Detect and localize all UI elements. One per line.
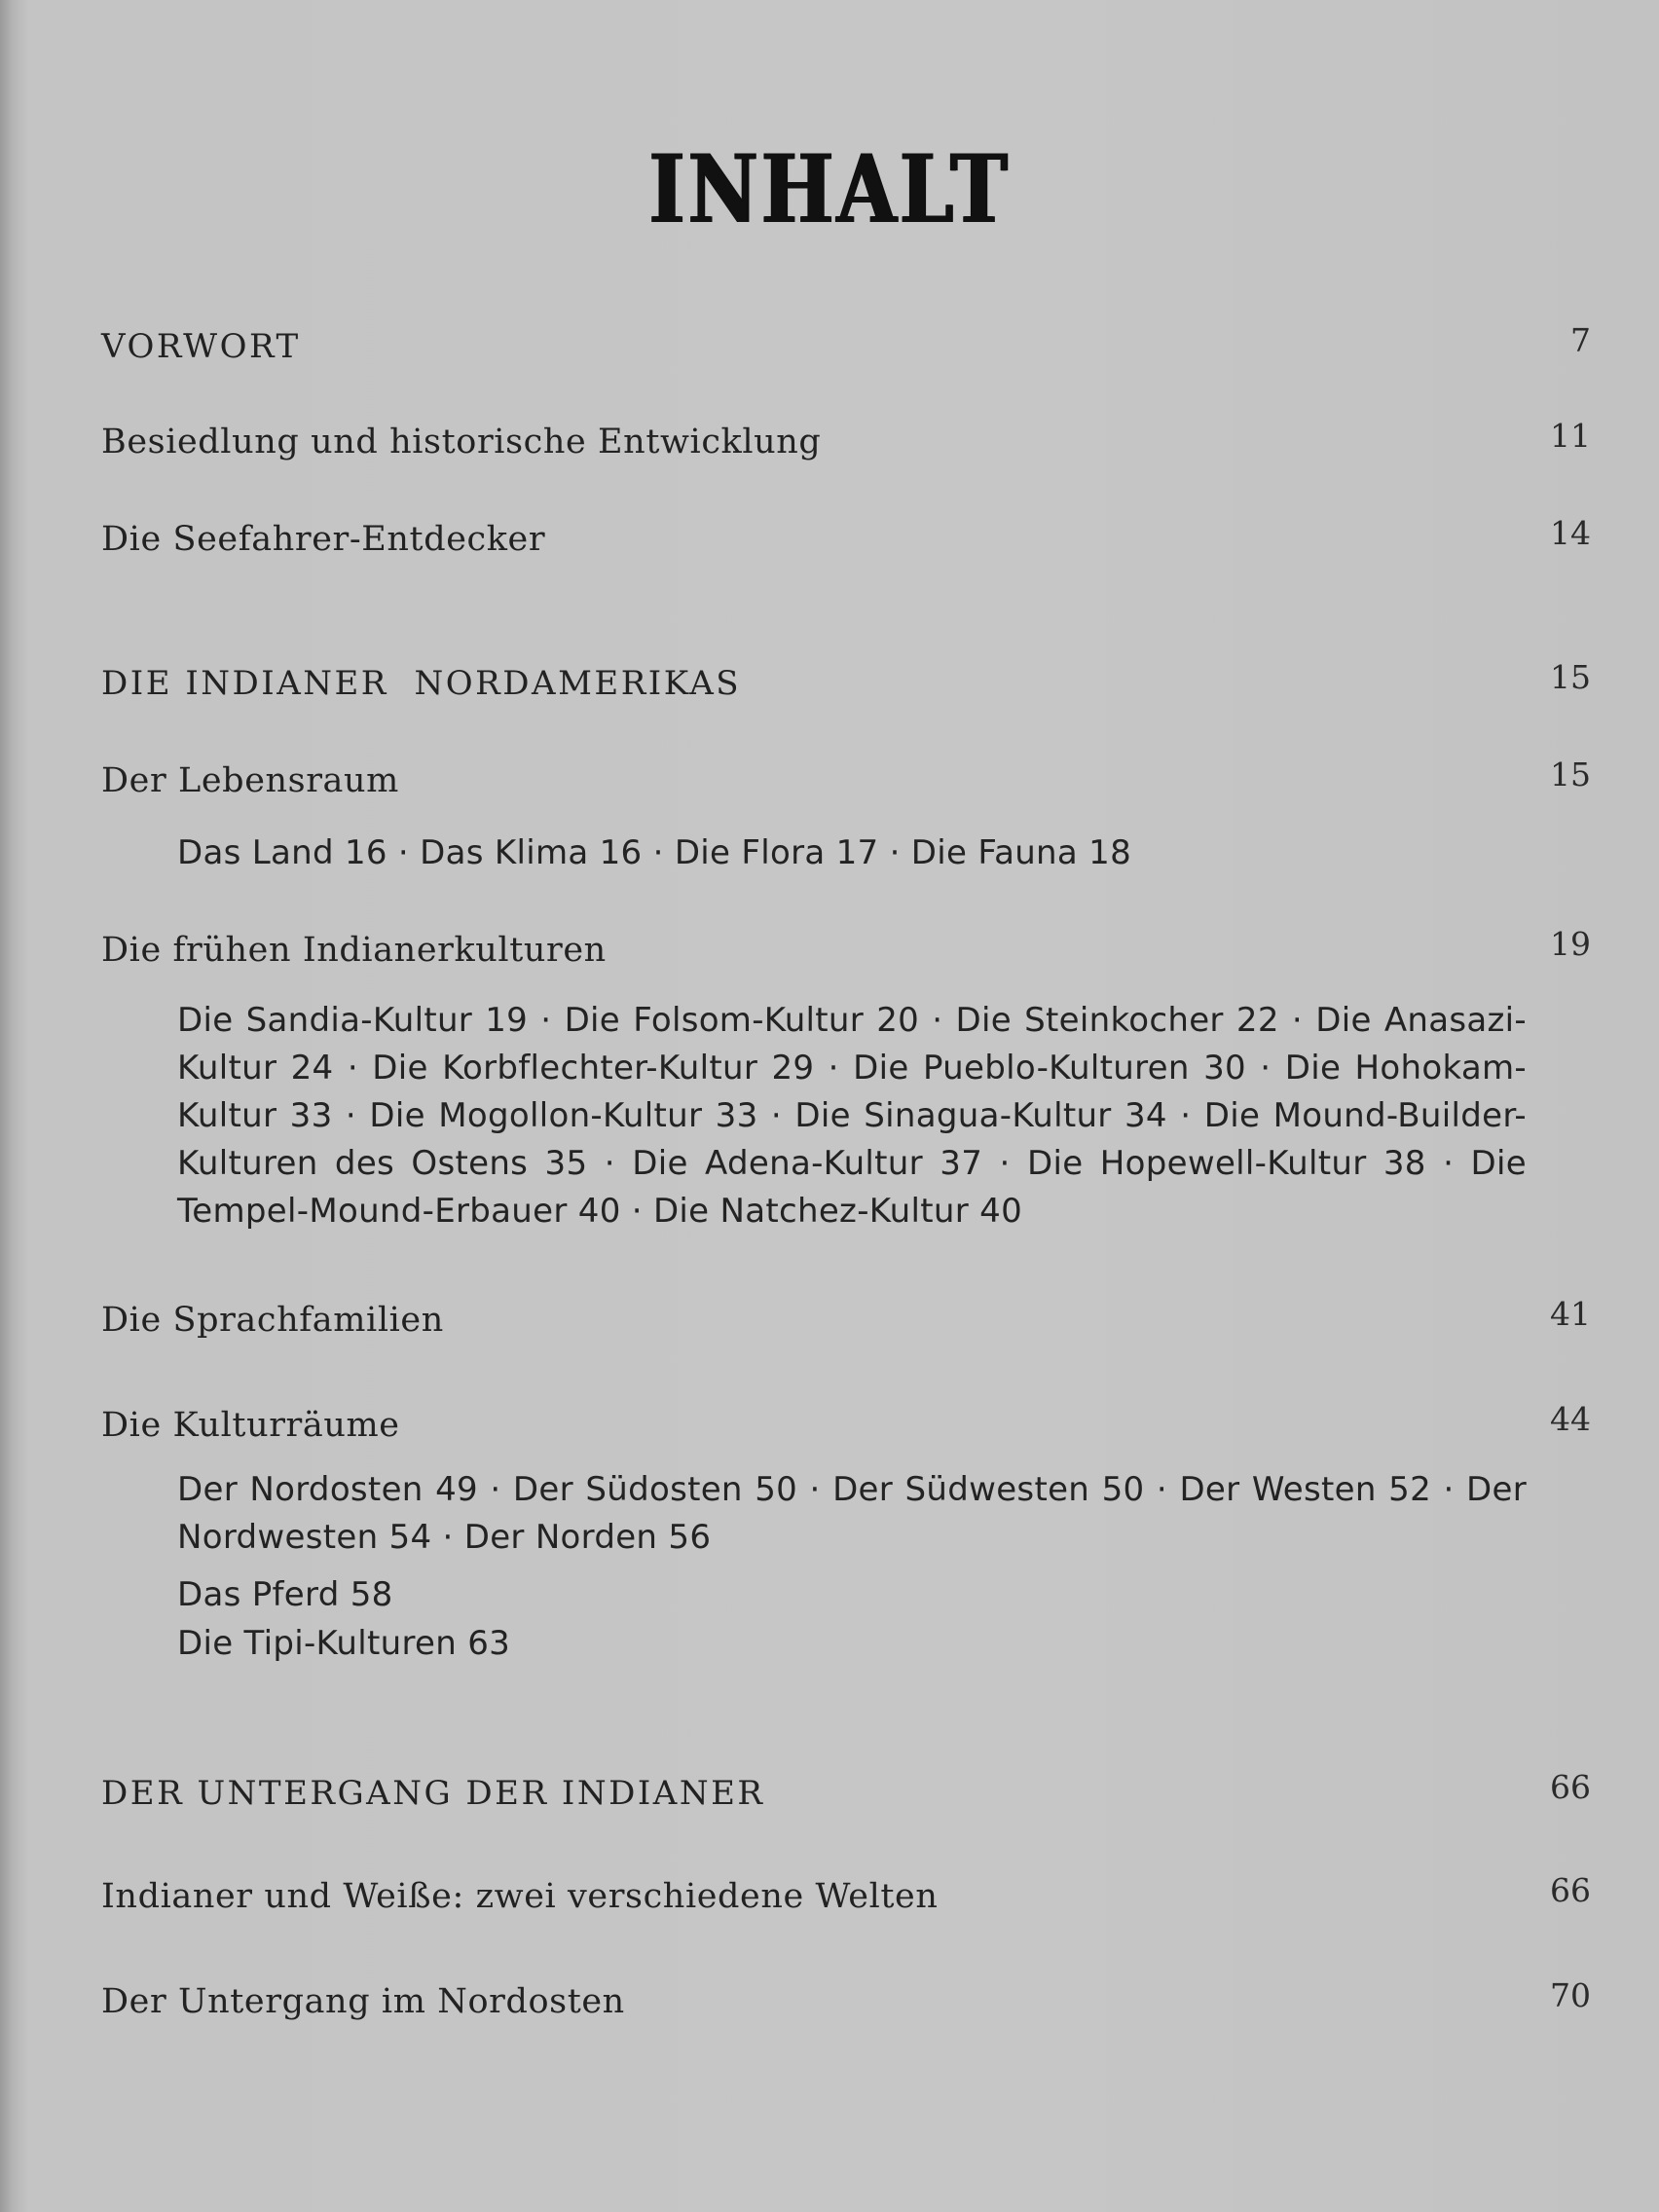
toc-entry-besiedlung bbox=[0, 417, 1659, 481]
toc-entry-kulturraeume bbox=[0, 1400, 1659, 1464]
toc-entry-label: Der Untergang im Nordosten bbox=[101, 1982, 625, 2021]
toc-entry-label: Die Seefahrer-Entdecker bbox=[101, 520, 546, 559]
toc-entry-label: Indianer und Weiße: zwei verschiedene Welten bbox=[101, 1877, 939, 1916]
toc-page-number: 14 bbox=[1550, 514, 1591, 552]
toc-entry-welten bbox=[0, 1871, 1659, 1936]
toc-entry-indianer-nordamerikas bbox=[0, 658, 1659, 722]
toc-entry-label: VORWORT bbox=[101, 327, 301, 366]
toc-entry-lebensraum bbox=[0, 756, 1659, 820]
toc-entry-label: Die Sprachfamilien bbox=[101, 1301, 444, 1340]
toc-page-number: 19 bbox=[1550, 925, 1591, 963]
toc-page-number: 11 bbox=[1550, 417, 1591, 455]
toc-subtopic-pferd: Das Pferd 58 bbox=[177, 1575, 393, 1614]
toc-page-number: 15 bbox=[1550, 756, 1591, 793]
toc-subtopic-tipi: Die Tipi-Kulturen 63 bbox=[177, 1624, 511, 1663]
toc-entry-label: Die Kulturräume bbox=[101, 1406, 400, 1445]
toc-entry-untergang bbox=[0, 1768, 1659, 1832]
toc-page-number: 44 bbox=[1550, 1400, 1591, 1438]
toc-entry-label: Besiedlung und historische Entwicklung bbox=[101, 423, 822, 461]
toc-entry-label: Der Lebensraum bbox=[101, 761, 399, 800]
toc-entry-nordosten bbox=[0, 1976, 1659, 2041]
toc-entry-label: Die frühen Indianerkulturen bbox=[101, 931, 607, 970]
toc-entry-seefahrer bbox=[0, 514, 1659, 578]
page-title: INHALT bbox=[648, 134, 1011, 244]
toc-subtopics-kulturraeume: Der Nordosten 49 · Der Südosten 50 · Der Südwesten 50 · Der Westen 52 · Der Nordwesten 54 · Der Norden 56 bbox=[177, 1470, 1527, 1557]
toc-subtopics-lebensraum: Das Land 16 · Das Klima 16 · Die Flora 17 · Die Fauna 18 bbox=[177, 833, 1132, 872]
toc-entry-sprachfamilien bbox=[0, 1295, 1659, 1359]
toc-entry-label: DER UNTERGANG DER INDIANER bbox=[101, 1774, 765, 1813]
toc-entry-vorwort bbox=[0, 321, 1659, 386]
toc-page-number: 41 bbox=[1550, 1295, 1591, 1333]
toc-subtopics-fruehe-kulturen: Die Sandia-Kultur 19 · Die Folsom-Kultur 20 · Die Steinkocher 22 · Die Anasazi-Kultur 24 · Die Korbflechter-Kultur 29 · Die Pueblo-Kulturen 30 · Die Hohokam-Kultur 33 · Die Mogollon-Kultur 33 · Die Sinagua-Kultur 34 · Die Mound-Builder-Kulturen des Ostens 35 · Die Adena-Kultur 37 · Die Hopewell-Kultur 38 · Die Tempel-Mound-Erbauer 40 · Die Natchez-Kultur 40 bbox=[177, 1001, 1527, 1231]
toc-page-number: 15 bbox=[1550, 658, 1591, 696]
toc-page-number: 7 bbox=[1570, 321, 1591, 359]
toc-entry-fruehe-kulturen bbox=[0, 925, 1659, 989]
toc-page-number: 66 bbox=[1550, 1871, 1591, 1909]
toc-entry-label: DIE INDIANER NORDAMERIKAS bbox=[101, 664, 742, 703]
toc-page-number: 70 bbox=[1550, 1976, 1591, 2014]
toc-page-number: 66 bbox=[1550, 1768, 1591, 1806]
